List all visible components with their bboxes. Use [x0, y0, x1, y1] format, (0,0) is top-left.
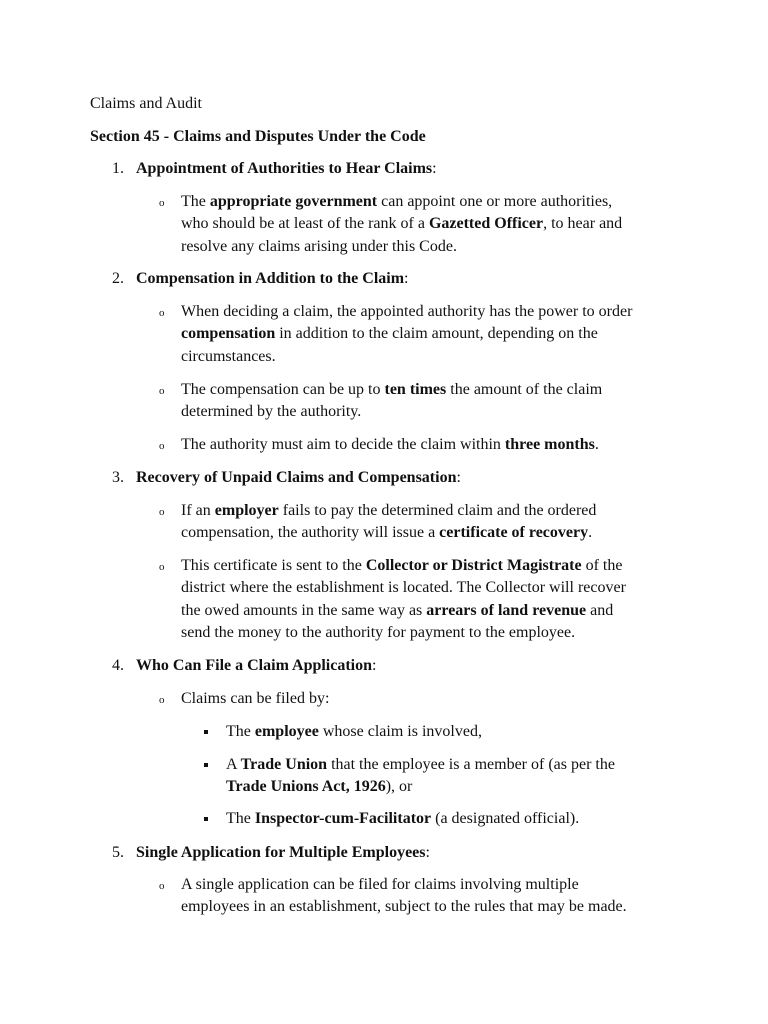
- list-number: 3.: [112, 469, 124, 486]
- section-heading: Section 45 - Claims and Disputes Under the Code: [90, 128, 426, 145]
- sub-bullet-text-line: A Trade Union that the employee is a member of (as per the: [226, 756, 615, 773]
- list-number: 2.: [112, 270, 124, 287]
- list-item-heading: Recovery of Unpaid Claims and Compensation:: [136, 469, 461, 486]
- circle-bullet-icon: o: [159, 197, 165, 209]
- square-bullet-icon: [204, 763, 208, 767]
- bullet-text-line: The authority must aim to decide the claim within three months.: [181, 436, 599, 453]
- list-item-heading: Who Can File a Claim Application:: [136, 657, 377, 674]
- document-title: Claims and Audit: [90, 95, 202, 112]
- list-number: 5.: [112, 844, 124, 861]
- bullet-text-line: If an employer fails to pay the determined claim and the ordered: [181, 502, 597, 519]
- list-item-heading: Appointment of Authorities to Hear Claims:: [136, 160, 437, 177]
- square-bullet-icon: [204, 817, 208, 821]
- bullet-text-line: employees in an establishment, subject to the rules that may be made.: [181, 898, 627, 916]
- bullet-text-line: Claims can be filed by:: [181, 690, 330, 707]
- bullet-text-line: the owed amounts in the same way as arrears of land revenue and: [181, 601, 614, 619]
- list-number: 4.: [112, 657, 124, 674]
- circle-bullet-icon: o: [159, 561, 165, 573]
- circle-bullet-icon: o: [159, 440, 165, 452]
- list-number: 1.: [112, 160, 124, 177]
- bullet-text-line: The compensation can be up to ten times the amount of the claim: [181, 381, 603, 398]
- bullet-text-line: determined by the authority.: [181, 403, 362, 421]
- circle-bullet-icon: o: [159, 880, 165, 892]
- circle-bullet-icon: o: [159, 307, 165, 319]
- bullet-text-line: This certificate is sent to the Collector or District Magistrate of the: [181, 557, 623, 574]
- bullet-text-line: The appropriate government can appoint one or more authorities,: [181, 193, 613, 210]
- bullet-text-line: circumstances.: [181, 347, 276, 365]
- circle-bullet-icon: o: [159, 385, 165, 397]
- bullet-text-line: When deciding a claim, the appointed authority has the power to order: [181, 303, 633, 320]
- list-item-heading: Single Application for Multiple Employees:: [136, 844, 430, 861]
- sub-bullet-text-line: Trade Unions Act, 1926), or: [226, 778, 413, 796]
- square-bullet-icon: [204, 730, 208, 734]
- bullet-text-line: district where the establishment is located. The Collector will recover: [181, 579, 626, 597]
- sub-bullet-text-line: The Inspector-cum-Facilitator (a designated official).: [226, 810, 580, 827]
- bullet-text-line: compensation in addition to the claim amount, depending on the: [181, 325, 598, 343]
- circle-bullet-icon: o: [159, 506, 165, 518]
- bullet-text-line: who should be at least of the rank of a Gazetted Officer, to hear and: [181, 215, 623, 233]
- circle-bullet-icon: o: [159, 694, 165, 706]
- bullet-text-line: resolve any claims arising under this Code.: [181, 237, 457, 255]
- bullet-text-line: send the money to the authority for payment to the employee.: [181, 623, 576, 641]
- list-item-heading: Compensation in Addition to the Claim:: [136, 270, 409, 287]
- sub-bullet-text-line: The employee whose claim is involved,: [226, 723, 482, 740]
- bullet-text-line: compensation, the authority will issue a certificate of recovery.: [181, 524, 593, 542]
- bullet-text-line: A single application can be filed for claims involving multiple: [181, 876, 579, 893]
